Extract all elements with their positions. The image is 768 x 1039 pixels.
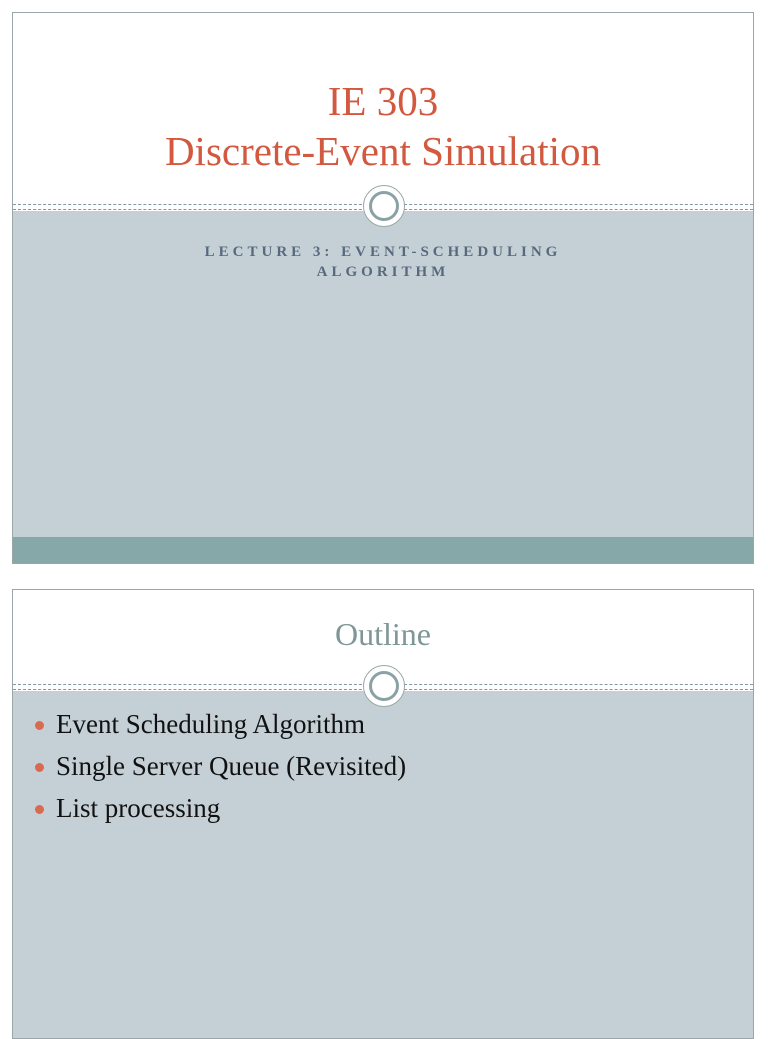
circle-ornament-icon xyxy=(363,185,405,227)
bullet-text: List processing xyxy=(56,793,221,823)
course-code-title: IE 303 xyxy=(327,78,439,124)
outline-title: Outline xyxy=(335,616,431,652)
course-name-title: Discrete-Event Simulation xyxy=(164,128,602,174)
footer-bar xyxy=(13,537,753,563)
lecture-subtitle-line1: LECTURE 3: EVENT-SCHEDULING xyxy=(204,244,562,260)
title-slide xyxy=(12,12,754,564)
bullet-text: Event Scheduling Algorithm xyxy=(56,709,365,739)
bullet-text: Single Server Queue (Revisited) xyxy=(56,751,407,781)
bullet-dot-icon xyxy=(35,721,44,730)
circle-ornament-icon xyxy=(363,665,405,707)
title-area xyxy=(13,13,753,205)
lecture-subtitle-line2: ALGORITHM xyxy=(316,264,450,280)
outline-body xyxy=(13,691,753,1038)
bullet-dot-icon xyxy=(35,763,44,772)
bullet-dot-icon xyxy=(35,805,44,814)
outline-slide xyxy=(12,589,754,1039)
